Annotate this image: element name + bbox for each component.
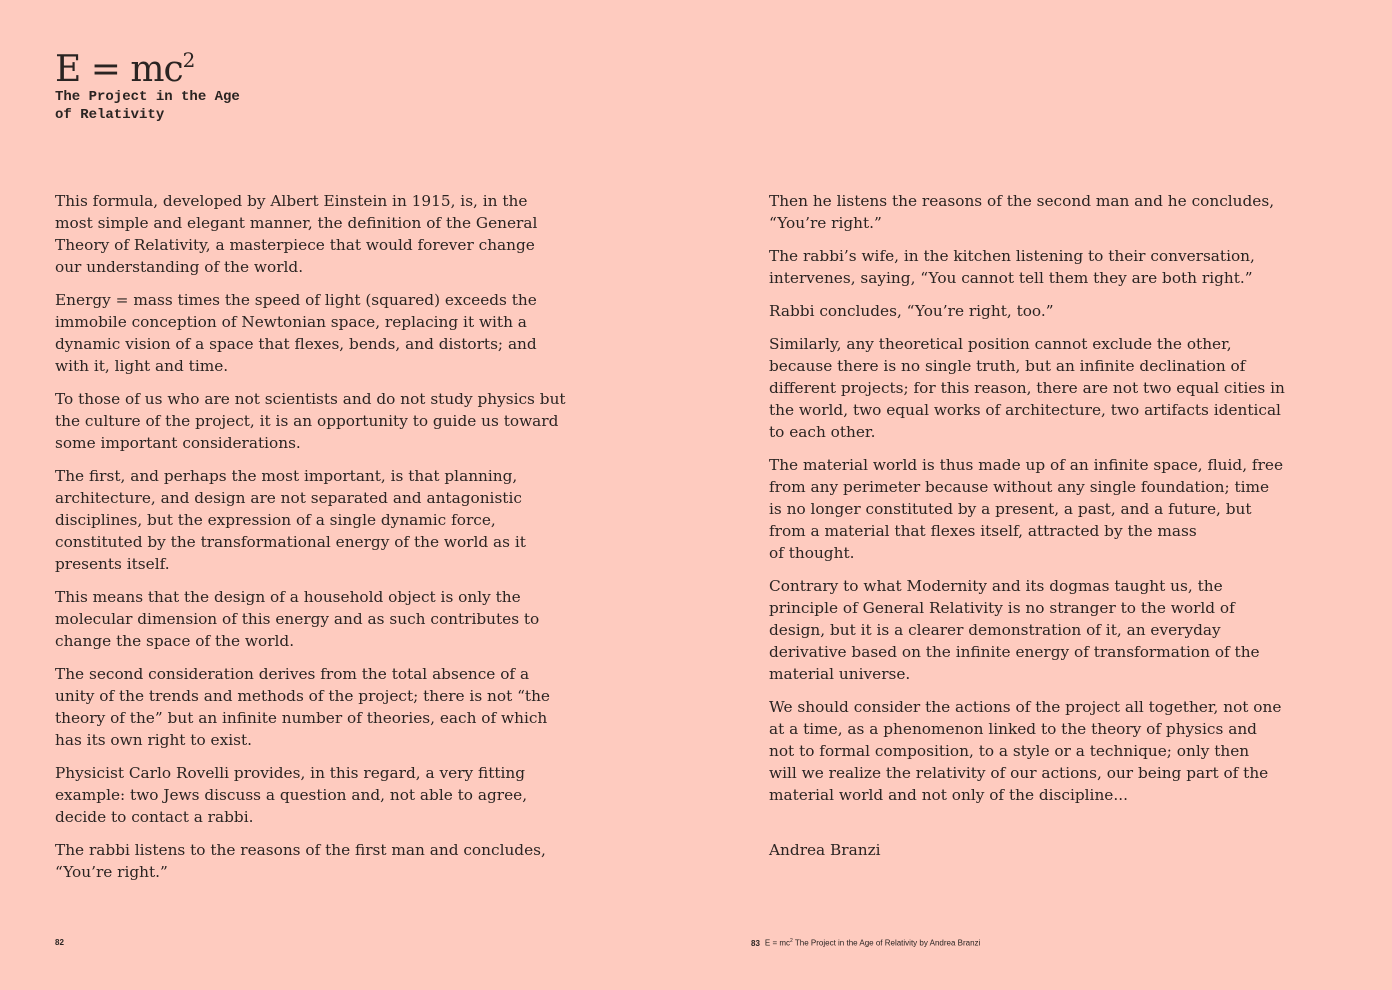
paragraph: Contrary to what Modernity and its dogmas taught us, the principle of General Relativity is no stranger to the world of design, but it is a clearer demonstration of it, an everyday derivative based on the infinite energy of transformation of the material universe. bbox=[769, 577, 1260, 683]
paragraph: The second consideration derives from the total absence of a unity of the trends and methods of the project; there is not “the theory of the” but an infinite number of theories, each of which has its own right to exist. bbox=[55, 665, 550, 749]
paragraph: Energy = mass times the speed of light (squared) exceeds the immobile conception of Newtonian space, replacing it with a dynamic vision of a space that flexes, bends, and distorts; and with it, light and time. bbox=[55, 291, 537, 375]
paragraph: Physicist Carlo Rovelli provides, in this regard, a very fitting example: two Jews discuss a question and, not able to agree, decide to contact a rabbi. bbox=[55, 764, 528, 826]
running-head-exponent: 2 bbox=[790, 938, 793, 944]
paragraph: Similarly, any theoretical position cannot exclude the other, because there is no single truth, but an infinite declination of different projects; for this reason, there are not two equal cities in the world, two equal works of architecture, two artifacts identical to each other. bbox=[769, 335, 1285, 441]
paragraph: The first, and perhaps the most important, is that planning, architecture, and design are not separated and antagonistic disciplines, but the expression of a single dynamic force, constituted by the transformational energy of the world as it presents itself. bbox=[55, 467, 526, 573]
right-footer bbox=[751, 938, 980, 948]
paragraph: The rabbi’s wife, in the kitchen listening to their conversation, intervenes, saying, “You cannot tell them they are both right.” bbox=[769, 247, 1255, 287]
left-column bbox=[55, 190, 655, 894]
left-page-number bbox=[55, 938, 69, 947]
paragraph: Then he listens the reasons of the second man and he concludes, “You’re right.” bbox=[769, 192, 1275, 232]
paragraph: We should consider the actions of the project all together, not one at a time, as a phenomenon linked to the theory of physics and not to formal composition, to a style or a technique; only then will we realize the relativity of our actions, our being part of the material world and not only of the discipline... bbox=[769, 698, 1282, 804]
title-exponent: 2 bbox=[182, 48, 195, 72]
running-head-formula: E = mc bbox=[764, 938, 791, 948]
paragraph: The rabbi listens to the reasons of the first man and concludes, “You’re right.” bbox=[55, 841, 546, 881]
title-base: E = mc bbox=[55, 49, 183, 90]
paragraph: Rabbi concludes, “You’re right, too.” bbox=[769, 302, 1054, 320]
paragraph: The material world is thus made up of an infinite space, fluid, free from any perimeter because without any single foundation; time is no longer constituted by a present, a past, and a future, but from a material that flexes itself, attracted by the mass of thought. bbox=[769, 456, 1284, 562]
running-head: The Project in the Age of Relativity by Andrea Branzi bbox=[794, 938, 981, 948]
paragraph: This formula, developed by Albert Einstein in 1915, is, in the most simple and elegant manner, the definition of the General Theory of Relativity, a masterpiece that would forever change our understanding of the world. bbox=[55, 192, 538, 276]
paragraph: To those of us who are not scientists and do not study physics but the culture of the project, it is an opportunity to guide us toward some important considerations. bbox=[55, 390, 566, 452]
author-signature: Andrea Branzi bbox=[769, 841, 881, 859]
paragraph: This means that the design of a household object is only the molecular dimension of this energy and as such contributes to change the space of the world. bbox=[55, 588, 540, 650]
page-number: 83 bbox=[751, 938, 760, 948]
right-column bbox=[769, 190, 1369, 872]
essay-subtitle: The Project in the Age of Relativity bbox=[55, 89, 240, 123]
essay-title bbox=[55, 38, 194, 92]
page-number: 82 bbox=[55, 938, 64, 947]
